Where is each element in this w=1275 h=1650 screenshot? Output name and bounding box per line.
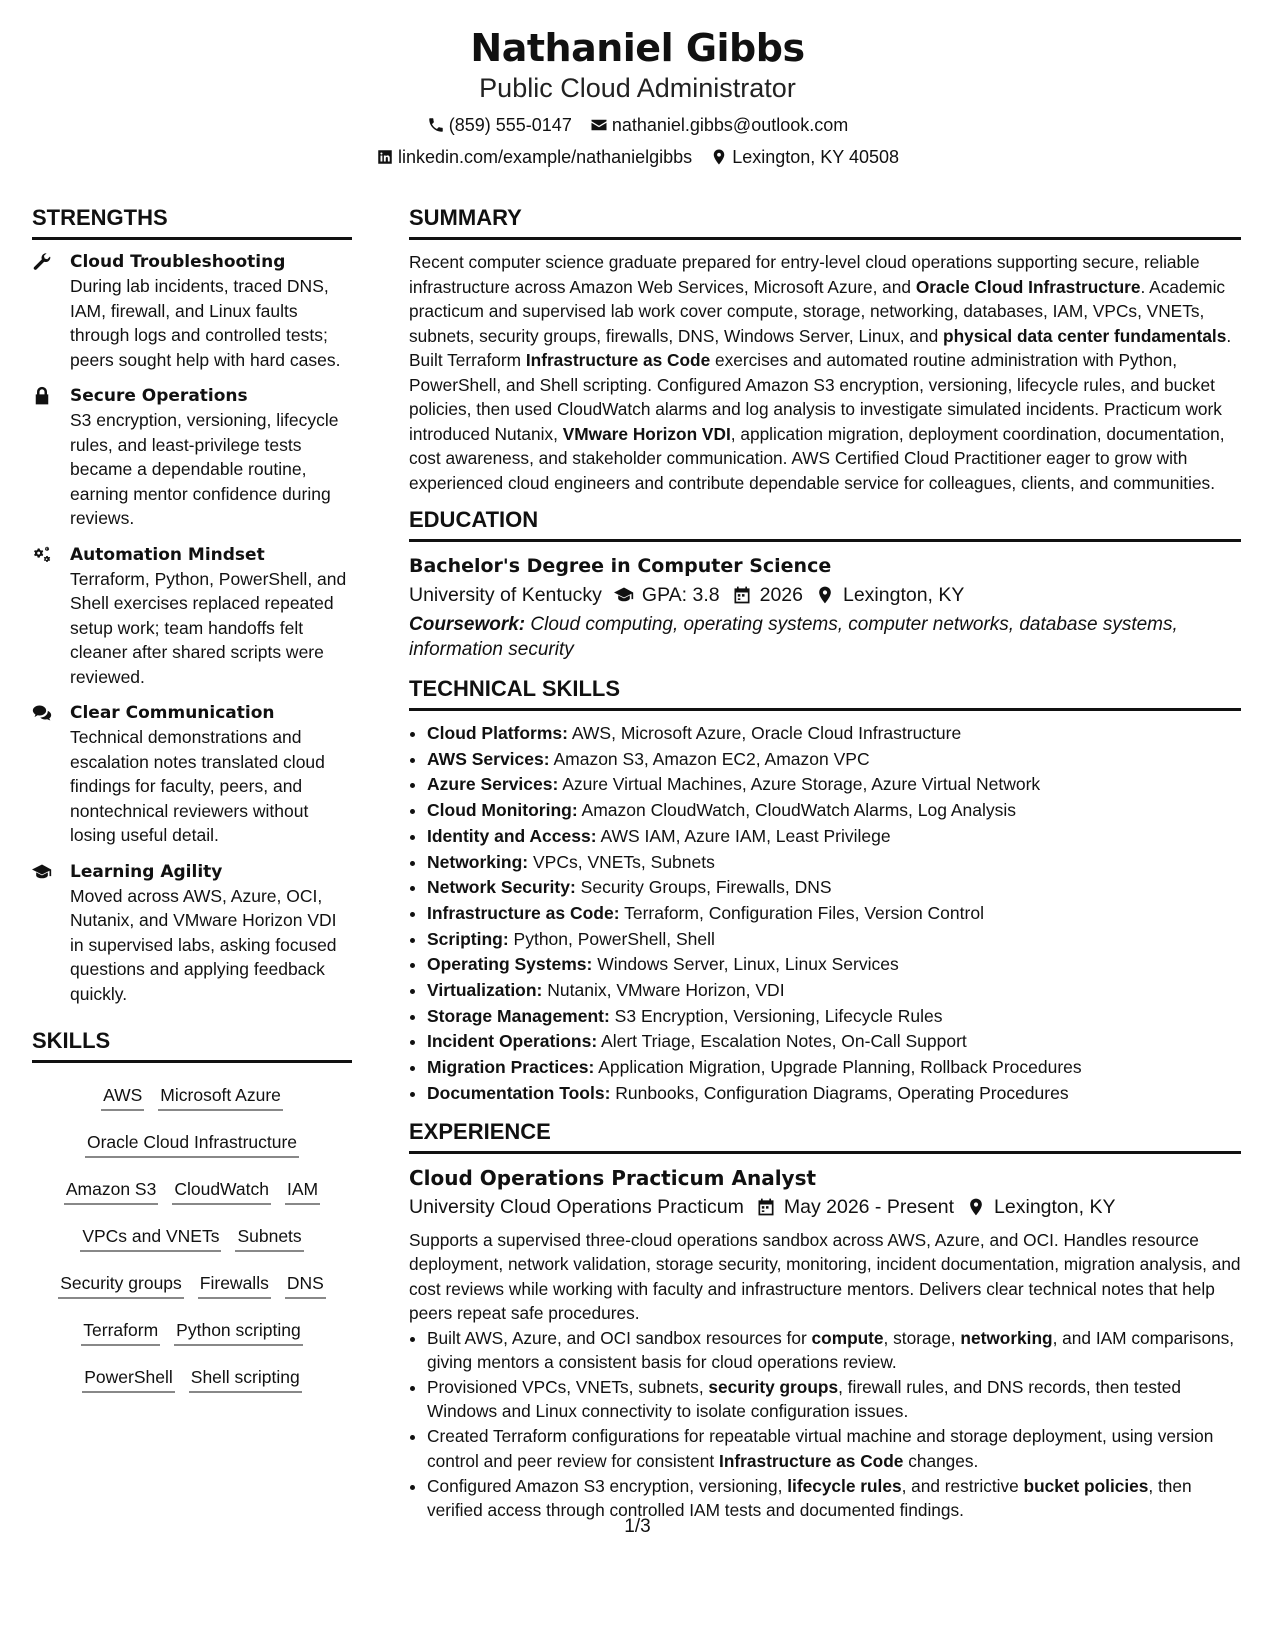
summary-segment: Recent computer science graduate prepared for entry-level cloud operations supporting secure, reliable infrastructure across Amazon Web Services, Microsoft Azure, and — [409, 252, 1200, 297]
bullet-emphasis: Infrastructure as Code — [719, 1450, 904, 1471]
strength-item — [32, 543, 352, 690]
skill-category: Identity and Access: — [427, 825, 597, 846]
coursework-label: Coursework: — [409, 614, 526, 635]
right-column — [409, 205, 1241, 1523]
skill-values: Python, PowerShell, Shell — [508, 928, 715, 949]
graduation-year: 2026 — [759, 584, 803, 606]
skill-values: AWS IAM, Azure IAM, Least Privilege — [596, 825, 891, 846]
skill-tag: CloudWatch — [172, 1177, 271, 1205]
strengths-heading: STRENGTHS — [32, 205, 352, 240]
graduation-cap-icon — [614, 585, 634, 605]
list-item — [427, 772, 1241, 798]
linkedin-contact[interactable] — [376, 146, 692, 168]
degree-title: Bachelor's Degree in Computer Science — [409, 555, 832, 577]
skill-category: Cloud Platforms: — [427, 723, 568, 743]
list-item — [427, 798, 1241, 824]
map-pin-icon — [815, 585, 835, 605]
location-contact — [710, 146, 899, 168]
skills-heading: SKILLS — [32, 1028, 352, 1063]
bullet-text: , and restrictive — [901, 1475, 1024, 1496]
list-item — [427, 824, 1241, 850]
list-item — [427, 1055, 1241, 1081]
skill-values: Security Groups, Firewalls, DNS — [575, 877, 832, 898]
skill-tag: Amazon S3 — [64, 1177, 158, 1205]
experience-dates: May 2026 - Present — [783, 1195, 955, 1218]
map-pin-icon — [710, 148, 728, 166]
wrench-icon — [32, 252, 52, 272]
experience-description: Supports a supervised three-cloud operations sandbox across AWS, Azure, and OCI. Handles resource deployment, network validation, storage security, monitoring, incident documentation, migration analysis, and cost reviews while working with faculty and infrastructure mentors. Delivers clear technical notes that help peers repeat safe procedures. — [409, 1229, 1241, 1324]
strength-title: Learning Agility — [70, 861, 223, 882]
summary-emphasis: VMware Horizon VDI — [562, 423, 731, 444]
skill-values: Windows Server, Linux, Linux Services — [592, 954, 899, 975]
strength-title: Cloud Troubleshooting — [70, 252, 286, 272]
list-item — [427, 1474, 1241, 1522]
skill-values: Terraform, Configuration Files, Version Control — [619, 902, 984, 923]
list-item — [427, 875, 1241, 901]
skill-tag: Microsoft Azure — [158, 1083, 283, 1111]
skill-values: Application Migration, Upgrade Planning, Rollback Procedures — [594, 1057, 1082, 1078]
skill-values: AWS, Microsoft Azure, Oracle Cloud Infrastructure — [567, 723, 962, 743]
candidate-name: Nathaniel Gibbs — [470, 26, 805, 70]
list-item — [427, 721, 1241, 747]
calendar-icon — [732, 585, 752, 605]
bullet-text: , storage, — [883, 1327, 961, 1348]
graduation-cap-icon — [32, 862, 52, 882]
summary-segment: exercises and automated routine administration with Python, PowerShell, and Shell scripting. Configured Amazon S3 encryption, versioning, lifecycle rules, and bucket policies, then used CloudWatch alarms and log analysis to investigate simulated incidents. Practicum work introduced Nutanix, — [409, 350, 1222, 444]
strength-item — [32, 701, 352, 848]
list-item — [427, 1004, 1241, 1030]
skill-tag: Oracle Cloud Infrastructure — [85, 1130, 299, 1158]
coursework — [409, 613, 1241, 662]
summary-emphasis: physical data center fundamentals — [943, 325, 1227, 346]
list-item — [427, 1081, 1241, 1107]
skill-category: Cloud Monitoring: — [427, 800, 578, 821]
summary-segment: . Academic practicum and supervised lab work cover compute, storage, networking, databases, IAM, VPCs, VNETs, subnets, security groups, firewalls, DNS, Windows Server, Linux, and — [409, 276, 1226, 346]
skill-tag: Subnets — [235, 1224, 303, 1252]
bullet-emphasis: networking — [960, 1327, 1053, 1348]
summary-segment: , application migration, deployment coordination, documentation, cost awareness, and stakeholder communication. AWS Certified Cloud Practitioner eager to grow with experienced cloud engineers and contribute dependable service for colleagues, clients, and communities. — [409, 423, 1225, 493]
skill-values: Amazon CloudWatch, CloudWatch Alarms, Log Analysis — [577, 800, 1017, 821]
bullet-emphasis: lifecycle rules — [787, 1475, 902, 1496]
organization-name: University Cloud Operations Practicum — [409, 1195, 744, 1218]
list-item — [427, 952, 1241, 978]
skill-category: Azure Services: — [427, 774, 559, 795]
list-item — [427, 901, 1241, 927]
strength-desc: Moved across AWS, Azure, OCI, Nutanix, and VMware Horizon VDI in supervised labs, asking focused questions and applying feedback quickly. — [70, 885, 337, 1004]
school-location: Lexington, KY — [842, 584, 965, 606]
education-meta — [409, 580, 1241, 610]
skill-category: Incident Operations: — [427, 1031, 598, 1052]
gpa-text: GPA: 3.8 — [641, 584, 720, 606]
list-item — [427, 850, 1241, 876]
list-item — [427, 1375, 1241, 1423]
strength-item — [32, 860, 352, 1007]
linkedin-text[interactable]: linkedin.com/example/nathanielgibbs — [398, 147, 693, 167]
bullet-text: , firewall rules, and DNS records, then tested Windows and Linux connectivity to isolate configuration issues. — [427, 1376, 1181, 1422]
strength-desc: Technical demonstrations and escalation notes translated cloud findings for faculty, peers, and nontechnical reviewers without losing useful detail. — [70, 727, 325, 845]
skill-values: Runbooks, Configuration Diagrams, Operating Procedures — [610, 1082, 1069, 1103]
skill-tag: Shell scripting — [189, 1365, 302, 1393]
technical-skills-heading: TECHNICAL SKILLS — [409, 676, 1241, 711]
location-text: Lexington, KY 40508 — [732, 147, 899, 167]
strength-item — [32, 250, 352, 372]
linkedin-icon — [376, 148, 394, 166]
experience-heading: EXPERIENCE — [409, 1119, 1241, 1154]
strength-title: Clear Communication — [70, 703, 275, 723]
job-title: Public Cloud Administrator — [479, 73, 796, 103]
skill-category: Virtualization: — [427, 980, 543, 1001]
experience-bullets — [409, 1326, 1241, 1523]
bullet-emphasis: compute — [811, 1327, 884, 1348]
resume-header — [0, 26, 1275, 168]
bullet-text: , then verified access through controlled IAM tests and documented findings. — [427, 1475, 1192, 1520]
skill-category: Storage Management: — [427, 1005, 610, 1026]
summary-segment: . Built Terraform — [409, 325, 1232, 370]
skill-values: S3 Encryption, Versioning, Lifecycle Rules — [609, 1005, 943, 1026]
skill-category: Network Security: — [427, 877, 576, 898]
list-item — [427, 1424, 1241, 1472]
skill-tag: Firewalls — [198, 1271, 271, 1299]
bullet-text: Built AWS, Azure, and OCI sandbox resources for — [427, 1327, 812, 1348]
skill-tag: IAM — [285, 1177, 320, 1205]
phone-text: (859) 555-0147 — [448, 115, 572, 135]
skill-tag: VPCs and VNETs — [80, 1224, 221, 1252]
comments-icon — [32, 703, 52, 723]
experience-job-title: Cloud Operations Practicum Analyst — [409, 1165, 817, 1190]
skill-values: Azure Virtual Machines, Azure Storage, Azure Virtual Network — [558, 774, 1041, 795]
skill-category: Operating Systems: — [427, 954, 593, 975]
phone-contact — [427, 114, 572, 136]
bullet-text: Configured Amazon S3 encryption, versioning, — [427, 1475, 788, 1496]
bullet-emphasis: bucket policies — [1023, 1475, 1149, 1496]
contact-line-2 — [0, 146, 1275, 168]
technical-skills-list — [409, 721, 1241, 1107]
school-name: University of Kentucky — [409, 584, 602, 606]
list-item — [427, 1326, 1241, 1374]
skill-tag: DNS — [285, 1271, 326, 1299]
skill-tag: Terraform — [81, 1318, 160, 1346]
skills-tag-list — [32, 1073, 352, 1406]
strength-title: Secure Operations — [70, 386, 248, 406]
email-contact[interactable] — [590, 114, 848, 136]
gears-icon — [32, 545, 52, 565]
envelope-icon — [590, 116, 608, 134]
education-heading: EDUCATION — [409, 507, 1241, 542]
phone-icon — [427, 116, 445, 134]
skill-category: Documentation Tools: — [427, 1082, 611, 1103]
calendar-icon — [756, 1197, 776, 1217]
summary-emphasis: Infrastructure as Code — [525, 350, 711, 370]
skill-category: AWS Services: — [427, 748, 550, 769]
list-item — [427, 1029, 1241, 1055]
list-item — [427, 747, 1241, 773]
list-item — [427, 978, 1241, 1004]
strength-title: Automation Mindset — [70, 544, 265, 565]
skill-tag: AWS — [101, 1083, 144, 1111]
page-number: 1/3 — [624, 1516, 651, 1537]
bullet-emphasis: security groups — [708, 1376, 839, 1397]
left-column — [32, 205, 352, 1406]
contact-line-1 — [0, 114, 1275, 136]
strength-item — [32, 384, 352, 531]
strength-desc: Terraform, Python, PowerShell, and Shell exercises replaced repeated setup work; team handoffs felt cleaner after shared scripts were reviewed. — [70, 568, 347, 687]
skill-tag: Security groups — [58, 1271, 184, 1299]
strength-desc: S3 encryption, versioning, lifecycle rules, and least-privilege tests became a dependable routine, earning mentor confidence during reviews. — [70, 410, 339, 528]
email-text[interactable]: nathaniel.gibbs@outlook.com — [611, 115, 849, 135]
experience-meta — [409, 1192, 1241, 1222]
coursework-text: Cloud computing, operating systems, computer networks, database systems, information security — [409, 614, 1178, 660]
bullet-text: Created Terraform configurations for repeatable virtual machine and storage deployment, using version control and peer review for consistent — [427, 1426, 1214, 1471]
skill-category: Infrastructure as Code: — [427, 902, 620, 923]
skill-tag: PowerShell — [82, 1365, 175, 1393]
bullet-text: , and IAM comparisons, giving mentors a consistent basis for cloud operations review. — [427, 1327, 1235, 1372]
skill-category: Migration Practices: — [427, 1057, 595, 1078]
summary-emphasis: Oracle Cloud Infrastructure — [915, 276, 1141, 297]
lock-icon — [32, 386, 52, 406]
skill-values: Amazon S3, Amazon EC2, Amazon VPC — [549, 748, 870, 769]
skill-category: Scripting: — [427, 928, 509, 949]
skill-tag: Python scripting — [174, 1318, 303, 1346]
skill-values: Nutanix, VMware Horizon, VDI — [542, 980, 785, 1001]
summary-text — [409, 250, 1241, 495]
summary-heading: SUMMARY — [409, 205, 1241, 240]
skill-category: Networking: — [427, 851, 529, 872]
map-pin-icon — [966, 1197, 986, 1217]
bullet-text: Provisioned VPCs, VNETs, subnets, — [427, 1376, 709, 1397]
experience-location: Lexington, KY — [994, 1195, 1116, 1218]
strength-desc: During lab incidents, traced DNS, IAM, firewall, and Linux faults through logs and controlled tests; peers sought help with hard cases. — [70, 276, 341, 370]
skill-values: Alert Triage, Escalation Notes, On-Call Support — [597, 1031, 967, 1052]
skill-values: VPCs, VNETs, Subnets — [528, 851, 715, 872]
bullet-text: changes. — [903, 1450, 979, 1471]
list-item — [427, 927, 1241, 953]
